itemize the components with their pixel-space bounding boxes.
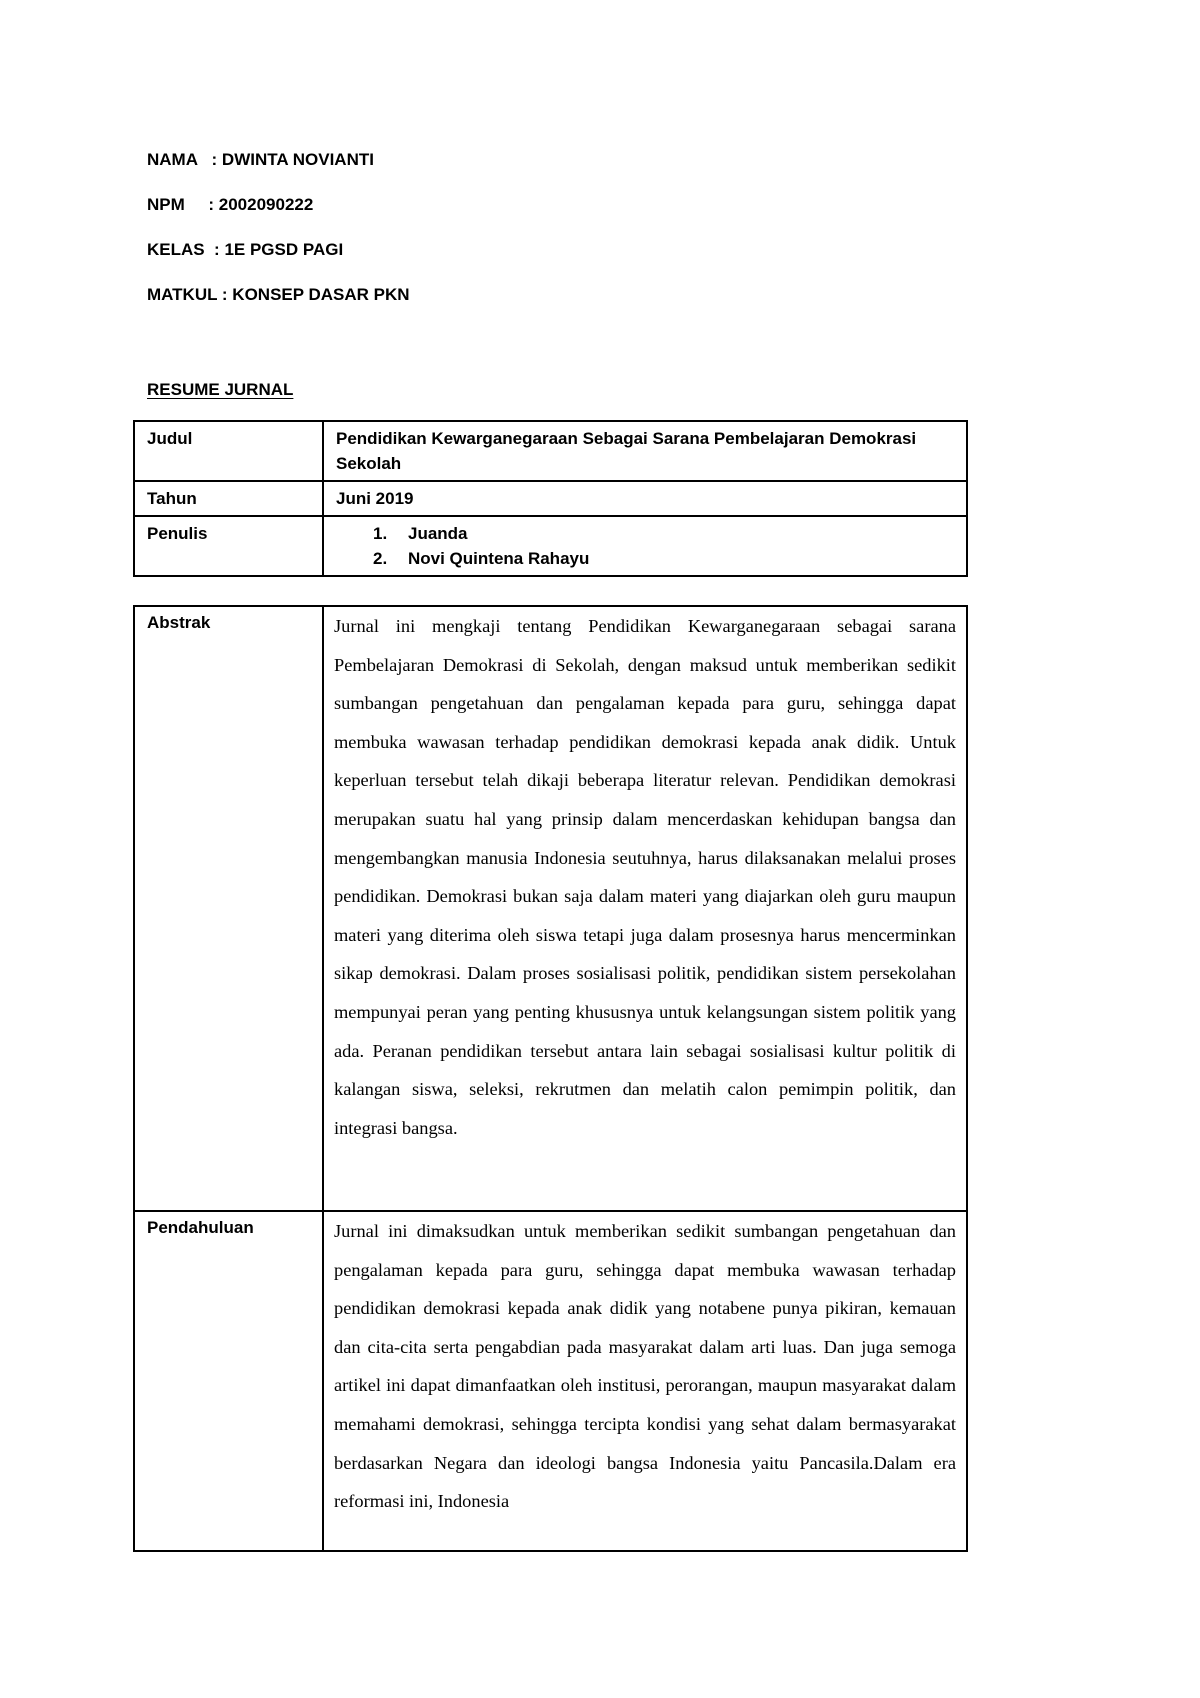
list-item — [336, 546, 954, 571]
tahun-value: Juni 2019 — [323, 481, 967, 516]
journal-content-table — [133, 605, 968, 1552]
table-row — [134, 516, 967, 576]
author-number: 1. — [373, 524, 388, 543]
course-name: MATKUL : KONSEP DASAR PKN — [147, 285, 410, 304]
abstrak-label: Abstrak — [134, 606, 323, 1211]
student-class: KELAS : 1E PGSD PAGI — [147, 240, 344, 259]
pendahuluan-text: Jurnal ini dimaksudkan untuk memberikan sedikit sumbangan pengetahuan dan pengalaman kepada para guru, sehingga dapat membuka wawasan terhadap pendidikan demokrasi kepada anak didik yang notabene punya pikiran, kemauan dan cita-cita serta pengabdian pada masyarakat dalam arti luas. Dan juga semoga artikel ini dapat dimanfaatkan oleh institusi, perorangan, maupun masyarakat dalam memahami demokrasi, sehingga tercipta kondisi yang sehat dalam bermasyarakat berdasarkan Negara dan ideologi bangsa Indonesia yaitu Pancasila.Dalam era reformasi ini, Indonesia — [323, 1211, 967, 1551]
author-name-text: Novi Quintena Rahayu — [408, 549, 590, 568]
author-name-text: Juanda — [408, 524, 468, 543]
author-number: 2. — [373, 549, 388, 568]
student-name: NAMA : DWINTA NOVIANTI — [147, 150, 374, 169]
author-name — [336, 521, 954, 546]
table-row — [134, 421, 967, 481]
tahun-label: Tahun — [134, 481, 323, 516]
student-npm: NPM : 2002090222 — [147, 195, 314, 214]
table-row — [134, 481, 967, 516]
list-item — [336, 521, 954, 546]
resume-title: RESUME JURNAL — [147, 380, 294, 399]
abstrak-text: Jurnal ini mengkaji tentang Pendidikan Kewarganegaraan sebagai sarana Pembelajaran Demokrasi di Sekolah, dengan maksud untuk memberikan sedikit sumbangan pengetahuan dan pengalaman kepada para guru, sehingga dapat membuka wawasan terhadap pendidikan demokrasi kepada anak didik. Untuk keperluan tersebut telah dikaji beberapa literatur relevan. Pendidikan demokrasi merupakan suatu hal yang prinsip dalam mencerdaskan kehidupan bangsa dan mengembangkan manusia Indonesia seutuhnya, harus dilaksanakan melalui proses pendidikan. Demokrasi bukan saja dalam materi yang diajarkan oleh guru maupun materi yang diterima oleh siswa tetapi juga dalam prosesnya harus mencerminkan sikap demokrasi. Dalam proses sosialisasi politik, pendidikan sistem persekolahan mempunyai peran yang penting khususnya untuk kelangsungan sistem politik yang ada. Peranan pendidikan tersebut antara lain sebagai sosialisasi kultur politik di kalangan siswa, seleksi, rekrutmen dan melatih calon pemimpin politik, dan integrasi bangsa. — [323, 606, 967, 1211]
table-row — [134, 1211, 967, 1551]
judul-value: Pendidikan Kewarganegaraan Sebagai Sarana Pembelajaran Demokrasi Sekolah — [323, 421, 967, 481]
student-info — [147, 150, 410, 330]
author-name — [336, 546, 954, 571]
judul-label: Judul — [134, 421, 323, 481]
table-row — [134, 606, 967, 1211]
journal-info-table — [133, 420, 968, 577]
penulis-list — [323, 516, 967, 576]
penulis-label: Penulis — [134, 516, 323, 576]
pendahuluan-label: Pendahuluan — [134, 1211, 323, 1551]
